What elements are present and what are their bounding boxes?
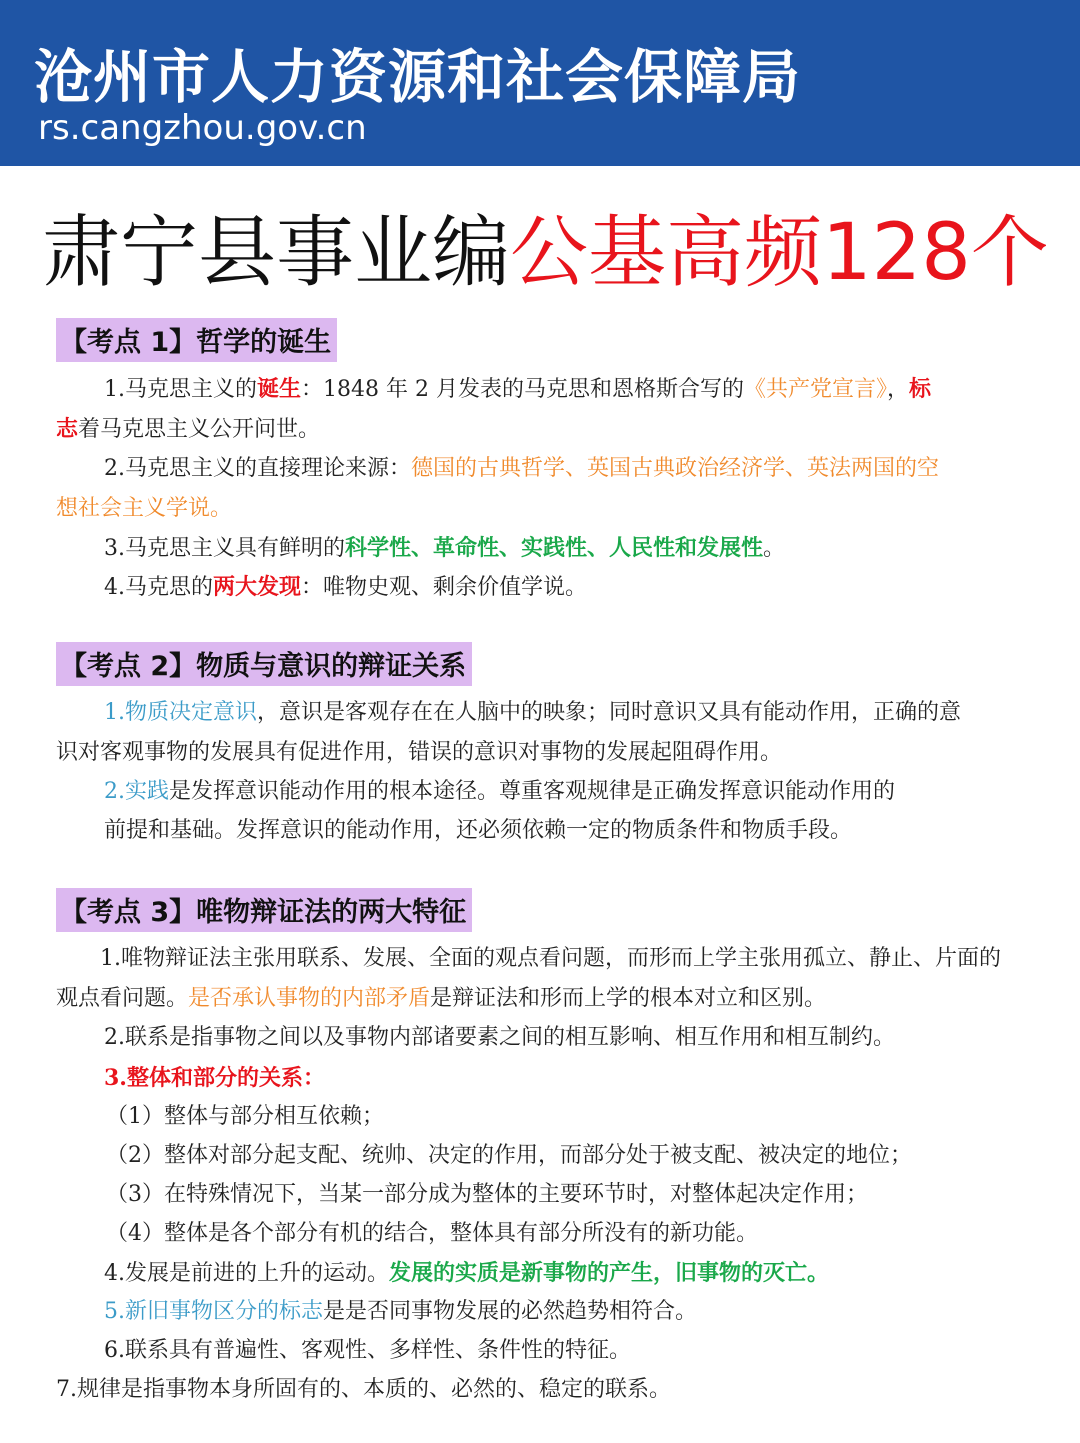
section-3-line-2: 观点看问题。是否承认事物的内部矛盾是辩证法和形而上学的根本对立和区别。 [56,986,827,1011]
section-3-line-5: （1）整体与部分相互依赖； [106,1104,384,1129]
organization-name: 沧州市人力资源和社会保障局 [34,43,802,111]
section-3-line-4: 3.整体和部分的关系： [104,1065,325,1091]
section-1-line-1: 1.马克思主义的诞生：1848 年 2 月发表的马克思和恩格斯合写的《共产党宣言》，标 [104,376,932,402]
section-3-line-8: （4）整体是各个部分有机的结合，整体具有部分所没有的新功能。 [106,1221,758,1246]
section-3-line-6: （2）整体对部分起支配、统帅、决定的作用，而部分处于被支配、被决定的地位； [106,1143,912,1168]
section-2-line-3: 2.实践是发挥意识能动作用的根本途径。尊重客观规律是正确发挥意识能动作用的 [104,779,896,804]
section-3-line-3: 2.联系是指事物之间以及事物内部诸要素之间的相互影响、相互作用和相互制约。 [104,1025,895,1050]
section-1-line-4: 想社会主义学说。 [56,496,233,521]
section-3-line-1: 1.唯物辩证法主张用联系、发展、全面的观点看问题，而形而上学主张用孤立、静止、片面的 [100,946,1001,971]
page-title [42,190,1049,302]
section-3-line-10: 5.新旧事物区分的标志是是否同事物发展的必然趋势相符合。 [104,1299,698,1324]
section-3-heading: 【考点 3】唯物辩证法的两大特征 [56,888,472,932]
section-3-line-7: （3）在特殊情况下，当某一部分成为整体的主要环节时，对整体起决定作用； [106,1182,868,1207]
section-2-line-4: 前提和基础。发挥意识的能动作用，还必须依赖一定的物质条件和物质手段。 [104,818,853,843]
section-1-line-6: 4.马克思的两大发现：唯物史观、剩余价值学说。 [104,574,588,600]
section-3-line-12: 7.规律是指事物本身所固有的、本质的、必然的、稳定的联系。 [56,1377,671,1402]
section-2-line-2: 识对客观事物的发展具有促进作用，错误的意识对事物的发展起阻碍作用。 [56,740,783,765]
section-1-heading: 【考点 1】哲学的诞生 [56,318,337,362]
title-part-black: 肃宁县事业编 [42,208,511,298]
section-2-heading: 【考点 2】物质与意识的辩证关系 [56,642,472,686]
section-1-line-3: 2.马克思主义的直接理论来源：德国的古典哲学、英国古典政治经济学、英法两国的空 [104,456,940,481]
section-2-line-1: 1.物质决定意识，意识是客观存在在人脑中的映象；同时意识又具有能动作用，正确的意 [104,700,962,725]
title-part-red: 公基高频128个 [510,208,1049,298]
header-banner [0,0,1080,166]
section-3-line-11: 6.联系具有普遍性、客观性、多样性、条件性的特征。 [104,1338,631,1363]
section-1-line-2: 志着马克思主义公开问世。 [56,416,321,442]
organization-url: rs.cangzhou.gov.cn [38,108,367,148]
section-3-line-9: 4.发展是前进的上升的运动。发展的实质是新事物的产生，旧事物的灭亡。 [104,1260,830,1286]
section-1-line-5: 3.马克思主义具有鲜明的科学性、革命性、实践性、人民性和发展性。 [104,535,786,561]
